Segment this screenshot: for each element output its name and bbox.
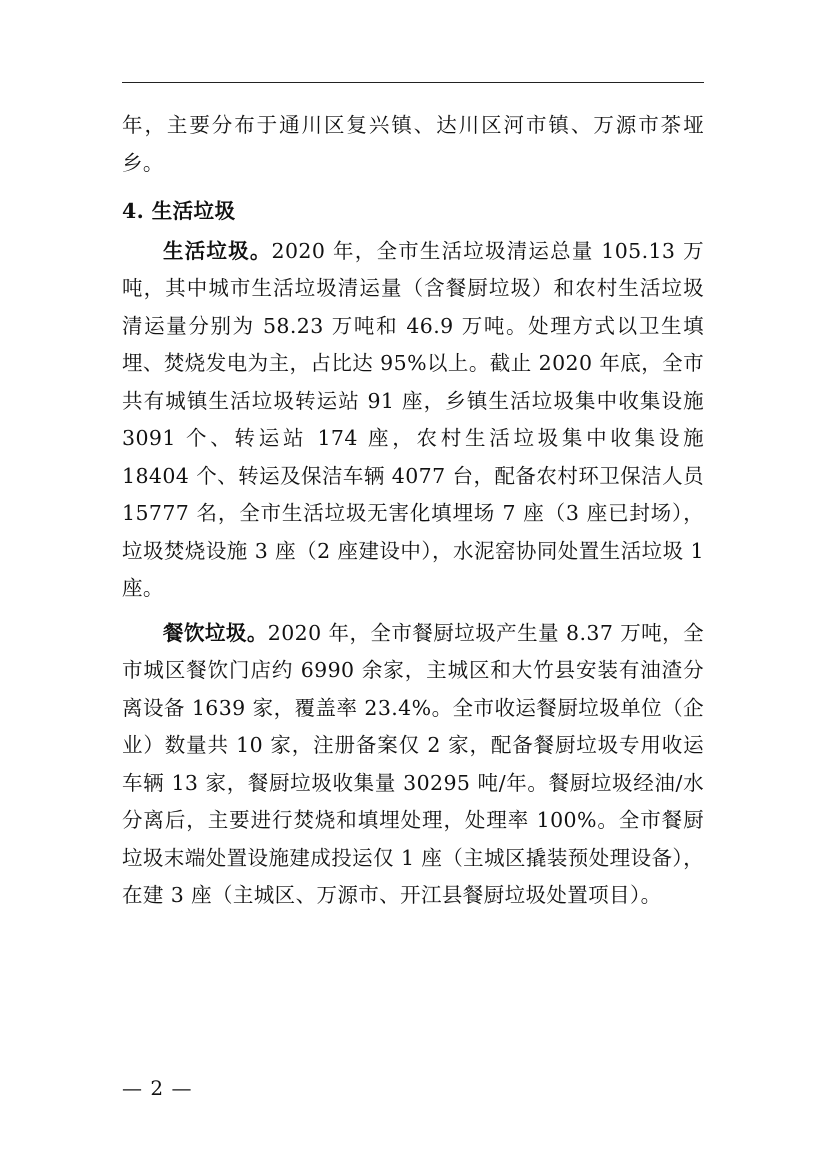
header-rule — [122, 82, 704, 83]
page-number: — 2 — — [122, 1076, 193, 1100]
document-body — [122, 107, 704, 915]
paragraph-lead: 生活垃圾。 — [163, 238, 272, 263]
paragraph-lead: 餐饮垃圾。 — [163, 620, 268, 645]
section-heading: 4. 生活垃圾 — [122, 199, 236, 223]
continuation-paragraph: 年，主要分布于通川区复兴镇、达川区河市镇、万源市茶垭乡。 — [122, 113, 704, 175]
paragraph-food-waste — [122, 615, 704, 915]
paragraph-body: 2020 年，全市餐厨垃圾产生量 8.37 万吨，全市城区餐饮门店约 6990 余家，主城区和大竹县安装有油渣分离设备 1639 家，覆盖率 23.4%。全市收运餐厨垃圾单位（企业）数量共 10 家，注册备案仅 2 家，配备餐厨垃圾专用收运车辆 13 家，餐厨垃圾收集量 30295 吨/年。餐厨垃圾经油/水分离后，主要进行焚烧和填埋处理，处理率 100%。全市餐厨垃圾末端处置设施建成投运仅 1 座（主城区撬装预处理设备），在建 3 座（主城区、万源市、开江县餐厨垃圾处置项目）。 — [122, 620, 704, 907]
paragraph-body: 2020 年，全市生活垃圾清运总量 105.13 万吨，其中城市生活垃圾清运量（含餐厨垃圾）和农村生活垃圾清运量分别为 58.23 万吨和 46.9 万吨。处理方式以卫生填埋、焚烧发电为主，占比达 95%以上。截止 2020 年底，全市共有城镇生活垃圾转运站 91 座，乡镇生活垃圾集中收集设施 3091 个、转运站 174 座，农村生活垃圾集中收集设施 18404 个、转运及保洁车辆 4077 台，配备农村环卫保洁人员 15777 名，全市生活垃圾无害化填埋场 7 座（3 座已封场），垃圾焚烧设施 3 座（2 座建设中），水泥窑协同处置生活垃圾 1 座。 — [122, 238, 705, 600]
paragraph-household-waste — [122, 233, 704, 608]
